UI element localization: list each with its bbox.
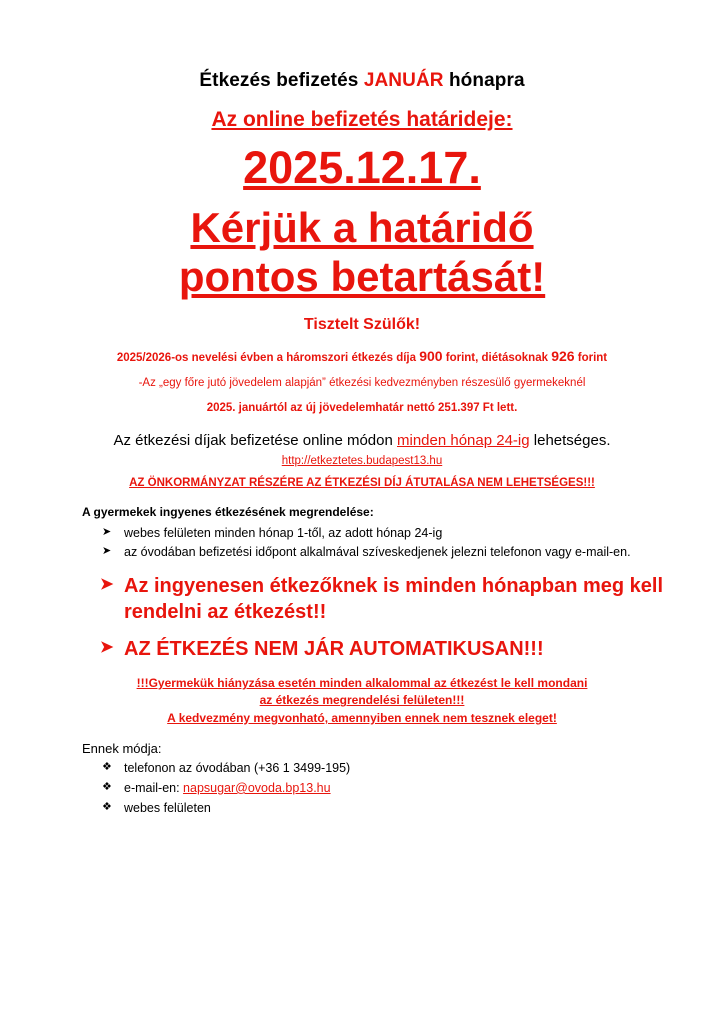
fee-prefix: 2025/2026-os nevelési évben a háromszori étkezés díja xyxy=(116,351,420,364)
emphasis-line: !!!Gyermekük hiányzása esetén minden alkalommal az étkezést le kell mondani xyxy=(136,675,588,690)
list-item: ➤ az óvodában befizetési időpont alkalmával szíveskedjenek jelezni telefonon vagy e-mail-en. xyxy=(124,543,684,562)
mode-item-text: telefonon az óvodában (+36 1 3499-195) xyxy=(124,761,351,776)
transfer-warning: AZ ÖNKORMÁNYZAT RÉSZÉRE AZ ÉTKEZÉSI DÍJ ÁTUTALÁSA NEM LEHETSÉGES!!! xyxy=(129,476,595,489)
plea-line-1: Kérjük a határidő xyxy=(190,203,534,251)
online-suffix: lehetséges. xyxy=(529,431,611,449)
email-link[interactable]: napsugar@ovoda.bp13.hu xyxy=(183,780,331,795)
list-item xyxy=(124,799,684,818)
mode-list xyxy=(40,759,684,817)
page-title xyxy=(40,70,684,92)
fee-amount: 900 xyxy=(419,347,443,364)
title-month-highlight: JANUÁR xyxy=(363,70,444,91)
emphasis-line: az étkezés megrendelési felületen!!! xyxy=(259,693,465,708)
plea-line-2: pontos betartását! xyxy=(178,253,546,301)
absence-emphasis-block xyxy=(40,675,684,727)
discount-note: -Az „egy főre jutó jövedelem alapján” étkezési kedvezményben részesülő gyermekeknél xyxy=(138,376,586,389)
title-suffix: hónapra xyxy=(443,70,525,91)
mode-heading: Ennek módja: xyxy=(82,741,162,757)
fee-middle: forint, diétásoknak xyxy=(442,351,552,364)
title-prefix: Étkezés befizetés xyxy=(199,70,364,91)
payment-url-line xyxy=(40,455,684,467)
list-item: ➤ AZ ÉTKEZÉS NEM JÁR AUTOMATIKUSAN!!! xyxy=(124,637,684,663)
deadline-date: 2025.12.17. xyxy=(243,142,481,193)
plea-message xyxy=(40,203,684,302)
mode-item-text: e-mail-en: xyxy=(124,780,184,795)
income-threshold-line: 2025. januártól az új jövedelemhatár nettó 251.397 Ft lett. xyxy=(206,401,518,414)
free-meal-heading: A gyermekek ingyenes étkezésének megrendelése: xyxy=(82,504,374,519)
emphasis-line: A kedvezmény megvonható, amennyiben ennek nem tesznek eleget! xyxy=(167,710,557,725)
deadline-label: Az online befizetés határideje: xyxy=(211,108,513,131)
mode-item-text: webes felületen xyxy=(124,800,211,815)
list-item xyxy=(124,759,684,778)
greeting: Tisztelt Szülők! xyxy=(303,315,421,333)
online-deadline-highlight: minden hónap 24-ig xyxy=(397,431,530,449)
payment-url-link[interactable]: http://etkeztetes.budapest13.hu xyxy=(281,454,443,467)
fee-line xyxy=(40,348,684,364)
fee-amount-diet: 926 xyxy=(551,347,575,364)
important-points-list xyxy=(40,574,684,663)
fee-suffix: forint xyxy=(574,351,608,364)
list-item: ➤ webes felületen minden hónap 1-től, az adott hónap 24-ig xyxy=(124,524,684,543)
free-meal-list xyxy=(40,524,684,563)
list-item: ➤ Az ingyenesen étkezőknek is minden hónapban meg kell rendelni az étkezést!! xyxy=(124,574,684,625)
online-payment-line xyxy=(40,432,684,449)
list-item xyxy=(124,779,684,798)
online-prefix: Az étkezési díjak befizetése online módon xyxy=(113,431,397,449)
